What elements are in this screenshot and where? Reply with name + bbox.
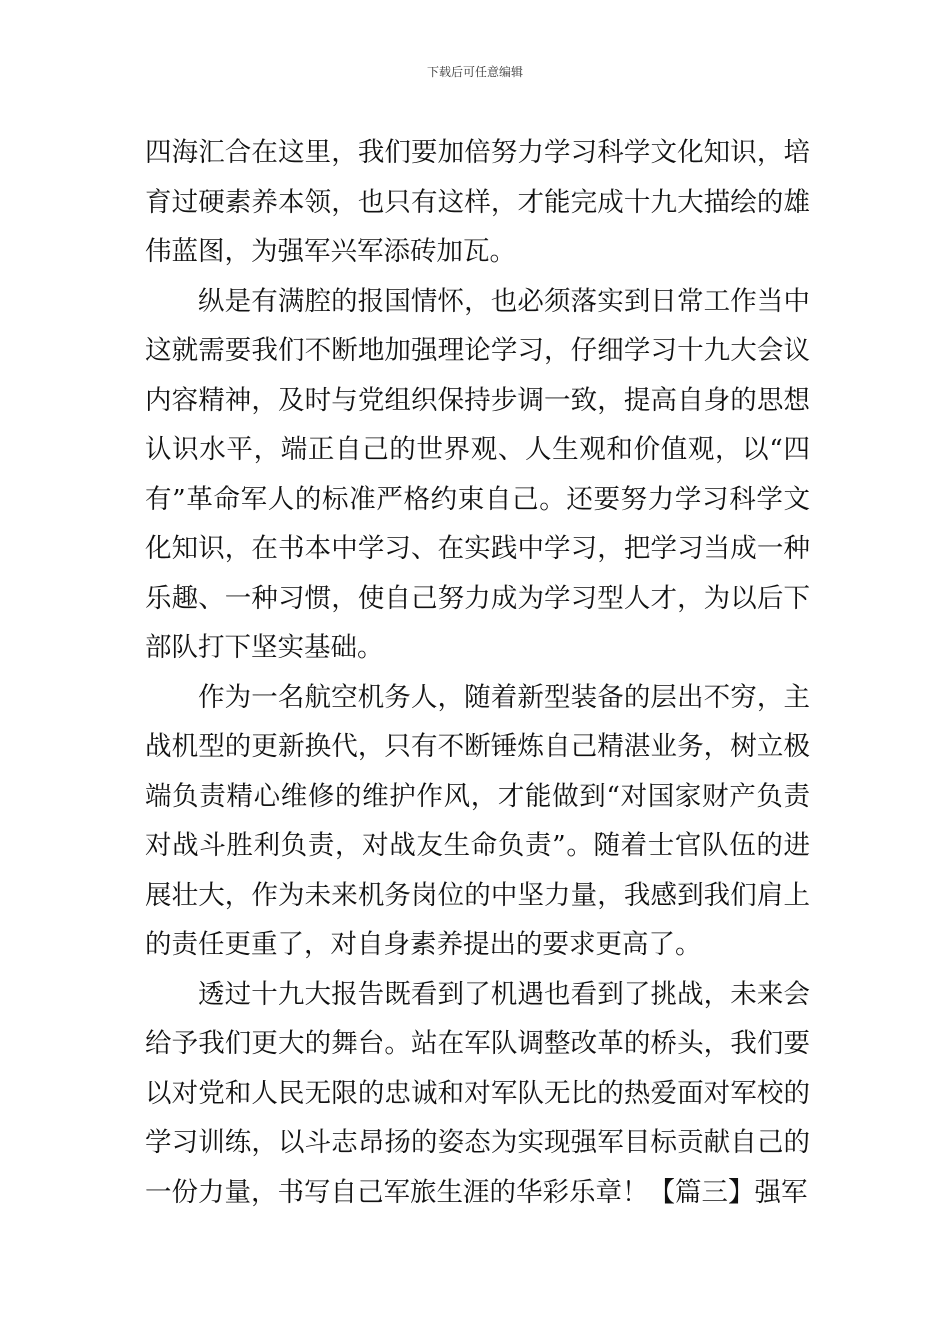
paragraph-1: 四海汇合在这里，我们要加倍努力学习科学文化知识，培育过硬素养本领，也只有这样，才能完成十九大描绘的雄伟蓝图，为强军兴军添砖加瓦。 <box>145 137 810 267</box>
paragraph-4: 透过十九大报告既看到了机遇也看到了挑战，未来会给予我们更大的舞台。站在军队调整改革的桥头，我们要以对党和人民无限的忠诚和对军队无比的热爱面对军校的学习训练，以斗志昂扬的姿态为实现强军目标贡献自己的一份力量，书写自己军旅生涯的华彩乐章！【篇三】强军 <box>145 978 810 1208</box>
page-header: 下载后可任意编辑 <box>426 65 523 79</box>
paragraph-2: 纵是有满腔的报国情怀，也必须落实到日常工作当中这就需要我们不断地加强理论学习，仔细学习十九大会议内容精神，及时与党组织保持步调一致，提高自身的思想认识水平，端正自己的世界观、人生观和价值观，以“四有”革命军人的标准严格约束自己。还要努力学习科学文化知识，在书本中学习、在实践中学习，把学习当成一种乐趣、一种习惯，使自己努力成为学习型人才，为以后下部队打下坚实基础。 <box>145 285 810 663</box>
paragraph-3: 作为一名航空机务人，随着新型装备的层出不穷，主战机型的更新换代，只有不断锤炼自己精湛业务，树立极端负责精心维修的维护作风，才能做到“对国家财产负责对战斗胜利负责，对战友生命负责”。随着士官队伍的进展壮大，作为未来机务岗位的中坚力量，我感到我们肩上的责任更重了，对自身素养提出的要求更高了。 <box>145 681 810 960</box>
document-body <box>145 128 810 1217</box>
